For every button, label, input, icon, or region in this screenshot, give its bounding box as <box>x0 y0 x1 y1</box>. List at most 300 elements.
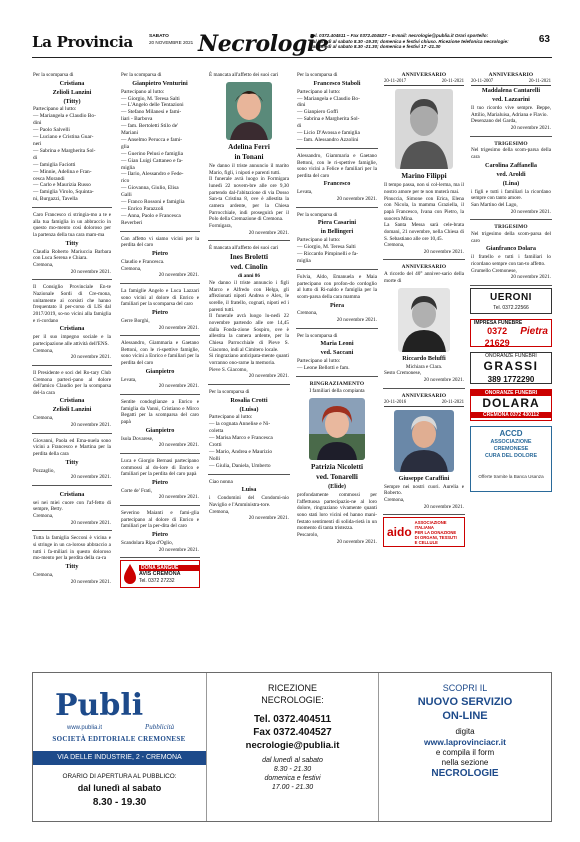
name: Piera Casarini <box>317 219 357 227</box>
anniversary <box>470 222 552 286</box>
name: Piera <box>329 301 345 309</box>
date: 20 novembre 2021. <box>70 268 111 275</box>
body: Sempre nei nostri cuori. Aurelia e Roberto. <box>384 483 464 497</box>
body: Caro Francesco ci stringia-mo a te e alla tua famiglia in un abbraccio in questo mo-mento così doloroso per la partenza della tua cara mam-ma <box>33 212 111 239</box>
org: AVIS CREMONA <box>139 570 181 577</box>
age: di anni 86 <box>238 273 260 280</box>
notice <box>120 508 200 558</box>
name: Gianpietro <box>145 426 175 434</box>
portrait-photo <box>395 89 453 169</box>
notice <box>32 368 112 434</box>
hours-time: 8.30 - 19.30 <box>92 797 147 808</box>
l4: miglia <box>297 257 311 264</box>
aido-logo: aido <box>387 524 412 539</box>
l6: di <box>297 123 302 130</box>
name: Titty <box>65 239 79 247</box>
notice <box>296 210 378 270</box>
l3: — Riccardo Pimpinelli e fa- <box>297 251 359 258</box>
l4: — Paolo Salvelli <box>33 127 70 134</box>
d1: 20-11-2017 <box>384 78 407 84</box>
column-3 <box>208 70 290 528</box>
body: Sentite condoglianze a Enrico e famiglia da Vanni, Cristiano e Mirco Begatti per la scomparsa del caro papà <box>121 399 199 425</box>
accd2: ASSOCIAZIONE <box>490 439 532 446</box>
body: i Condomini del Condomi-nio Naviglio e l'Amministra-tore. <box>209 495 289 508</box>
column-5 <box>383 70 465 552</box>
accd-ad <box>470 426 552 492</box>
l7: Mariani <box>121 130 139 137</box>
place: Cremona, <box>33 347 54 354</box>
date: 20 novembre 2021. <box>248 515 289 522</box>
body: Il Presidente e soci del Ro-tary Club Cremona parteci-pano al dolore dell'amico Claudio per la scomparsa del-la cara <box>33 369 111 396</box>
pietra-tel: 0372 21629 <box>484 326 510 348</box>
place: Gerre Borghi, <box>121 317 150 324</box>
name3: (Elide) <box>328 483 346 491</box>
l5: — Sabrina e Margherita Sol- <box>297 116 360 123</box>
notice <box>296 379 378 549</box>
d1: 20-11-2007 <box>471 78 494 84</box>
date: 20 novembre 2021. <box>336 196 377 203</box>
place: Cremona, <box>384 242 405 249</box>
notice <box>32 210 112 280</box>
l8: — Giulia, Daniela, Umberto <box>209 462 271 469</box>
title: RINGRAZIAMENTO <box>309 381 365 388</box>
place: Cremona, <box>33 513 54 520</box>
date: 20 novembre 2021. <box>70 519 111 526</box>
l1: ASSOCIAZIONE ITALIANA <box>414 519 447 530</box>
sign: Michiara e Clara. <box>405 363 443 370</box>
anniversary <box>383 391 465 516</box>
contacts-3: dal lunedì al sabato 8.30 -21.30; domenica e festivi 17 -21.30 <box>310 44 441 50</box>
deceased-name: Cristiana <box>59 79 85 87</box>
title: ANNIVERSARIO <box>401 72 447 78</box>
ueroni: UERONI <box>490 291 532 303</box>
place: Scandolara Ripa d'Oglio, <box>121 540 174 547</box>
body: Alessandro, Giammaria e Gaetano Bettoni, con le ri-spettive famiglie, sono vicini a Felice e familiari per la perdita del caro <box>297 152 377 179</box>
pietra1: IMPRESA FUNEBRE <box>474 319 523 326</box>
notice <box>32 436 112 486</box>
blood-drop-icon <box>121 562 139 586</box>
l3: ON-LINE <box>442 709 488 722</box>
notice <box>208 477 290 526</box>
l6: — fam. Bertoletti Stilo de' <box>121 123 179 130</box>
date: 20 novembre 2021. <box>336 317 377 324</box>
place: Corte de' Frati, <box>121 487 153 494</box>
l2: — Giorgio, M. Teresa Salti <box>121 95 180 102</box>
bottom-banner <box>32 672 552 822</box>
body2: Pinuccia, Simone con Erica, Elena con Nicola, la mamma Graziella, il papà Francesco, Ivana con Pietro, la suocera Mina. <box>384 195 464 222</box>
body: Il tuo ricordo vive sempre. Beppe, Attilio, Marialuisa, Adriana e Flavio. <box>471 104 551 118</box>
issue-date <box>149 34 193 45</box>
l1: Partecipano al lutto: <box>33 106 77 113</box>
intro: Per la scomparsa di <box>209 388 250 395</box>
grassi1: ONORANZE FUNEBRI <box>485 352 537 359</box>
name: Gianpietro Venturini <box>132 79 188 87</box>
name: Cristiana <box>59 325 85 333</box>
name2: in Bellingeri <box>320 228 354 236</box>
name: Maria Leoni <box>320 340 354 348</box>
place: Levata, <box>297 189 313 196</box>
reception-info <box>207 673 379 821</box>
body: Nel trigesimo della scom-parsa della cara <box>471 147 551 161</box>
body: Alessandro, Giammaria e Gaetano Bettoni, con le ri-spettive famiglie, sono vicini a Enrico e familiari per la perdita del caro <box>121 340 199 367</box>
body: Con affetto vi siamo vicini per la perdita del caro <box>121 235 199 249</box>
contact-info <box>310 33 545 50</box>
dolara1: ONORANZE FUNEBRI <box>471 390 551 396</box>
label: DONA SANGUE <box>139 565 199 571</box>
name: Pietro <box>151 308 169 316</box>
dolara2: DOLARA <box>482 396 540 411</box>
body: Severino Maianti e fami-glia partecipano al dolore di Enrico e familiari per la per-dita del caro <box>121 510 199 530</box>
grassi-tel: 389 1772290 <box>487 374 535 384</box>
intro: Per la scomparsa di <box>297 72 338 78</box>
name2: ved. Saccani <box>320 349 354 357</box>
body: Fulvia, Aldo, Emanuela e Maia partecipano con profon-do cordoglio al lutto di Ri-naldo e famiglia per la scom-parsa della cara mamma <box>297 273 377 300</box>
day: SABATO <box>149 34 169 39</box>
l2: — Leone Bellotti e fam. <box>297 365 350 372</box>
place: Pozzaglio, <box>33 467 55 474</box>
body: profondamente commossi per l'affettuosa partecipazio-ne al loro dolore, ringraziano vivamente quanti sono stati loro vicini ed hanno mani-festato sentimenti di solida-rietà in un momento di tanta tristezza. <box>297 492 377 532</box>
place: Levata, <box>121 376 137 383</box>
name: Gianpietro <box>145 367 175 375</box>
intro: È mancata all'affetto dei suoi cari <box>209 72 279 78</box>
dolara-tel: CREMONA 0372 430112 <box>471 412 551 418</box>
title: TRIGESIMO <box>494 224 528 231</box>
l5: liari - Barbova <box>121 116 153 123</box>
l4: — Stefano Milanesi e fami- <box>121 109 182 116</box>
body: Nel trigesimo della scom-parsa del caro <box>471 231 551 244</box>
date: 20 NOVEMBRE 2021 <box>149 39 194 45</box>
address: VIA DELLE INDUSTRIE, 2 - CREMONA <box>33 751 206 765</box>
l15: — Giovanna, Giulio, Elisa <box>121 185 179 192</box>
l7: — Sabrina e Margherita Sol- <box>33 147 96 154</box>
l9: glia <box>121 143 130 150</box>
d2: 20-11-2021 <box>528 78 551 84</box>
dolara-ad <box>470 389 552 421</box>
l2: — la cognata Annelise e Ni- <box>209 421 271 428</box>
notice <box>296 331 378 377</box>
l2: 8.30 - 21.30 <box>273 765 312 773</box>
website-link[interactable]: www.laprovinciacr.it <box>424 736 506 747</box>
tag: Pubblicità <box>145 723 175 731</box>
intro: Per la scomparsa di <box>33 72 74 78</box>
l14: ni, Burgazzi, Tavella <box>33 196 78 203</box>
notice <box>120 70 200 232</box>
body: La famiglie Angelo e Luca Lazzari sono vicini al dolore di Enrico e familiari per la scomparsa del caro <box>121 287 199 308</box>
date: 20 novembre 2021. <box>158 442 199 449</box>
name2: Zelioli Lanzini <box>52 406 92 414</box>
l3: — L'Angelo delle Tentazioni <box>121 102 184 109</box>
l10: — Guerino Pelusi e famiglia <box>121 150 183 157</box>
date: 20 novembre 2021. <box>158 494 199 501</box>
place: Isola Dovarese, <box>121 435 154 442</box>
body: sei nei miei cuore con l'af-fetto di sempre, Betty. <box>33 499 111 513</box>
intro: Per la scomparsa di <box>121 72 162 78</box>
sign: Claudio e Francesca. <box>121 258 165 265</box>
ueroni-ad <box>470 288 552 314</box>
l12: miglia <box>121 164 135 171</box>
date: 20 novembre 2021. <box>158 546 199 553</box>
anniversary <box>383 262 465 388</box>
l8: — fam. Alessandro Azzolini <box>297 136 359 143</box>
place: Cremona, <box>121 265 142 272</box>
place: Pescarolo, <box>297 531 319 538</box>
portrait-photo <box>226 82 272 140</box>
notice <box>208 243 290 385</box>
notice <box>32 488 112 532</box>
name: Adelina Ferri <box>228 142 270 151</box>
body: Ne danno il triste annuncio il marito Mario, figli, i nipoti e parenti tutti. <box>209 163 289 176</box>
name3: (Lina) <box>502 179 520 187</box>
avis-ad <box>120 560 200 588</box>
masthead <box>32 30 552 58</box>
title: ANNIVERSARIO <box>401 392 447 399</box>
l8: di <box>33 154 38 161</box>
grassi2: GRASSI <box>483 359 539 374</box>
d1: 20-11-2016 <box>384 399 407 405</box>
l1: Partecipano al lutto: <box>121 88 165 95</box>
date: 20 novembre 2021. <box>510 208 551 215</box>
place: San Martino del Lago, <box>471 201 518 208</box>
name3: (Titty) <box>63 97 81 105</box>
notice <box>32 70 112 208</box>
sign: Claudia Roberto Mariuccia Barbara con Luca Serena e Chiara. <box>33 248 111 262</box>
l2: — Mariangela e Claudio Bo- <box>33 113 96 120</box>
l4: 17.00 - 21.30 <box>271 783 314 791</box>
l3: domenica e festivi <box>264 774 321 782</box>
l2: — Mariangela e Claudio Bo- <box>297 95 360 102</box>
body: Luca e Giorgio Bernasi partecipano commossi al do-lore di Enrico e familiari per la perdita del caro papà <box>121 457 199 478</box>
name: Pietro <box>151 250 169 258</box>
notice <box>208 70 290 241</box>
anniversary <box>383 70 465 260</box>
date: 20 novembre 2021. <box>70 578 111 585</box>
name: Gianfranco Dolara <box>485 245 536 253</box>
l10: — Minnie, Adelina e Fran- <box>33 168 92 175</box>
l13: — famiglia Virolo, Squinta- <box>33 189 94 196</box>
l7: Nolli <box>209 455 221 462</box>
name: Titty <box>65 458 79 466</box>
online-service-ad <box>379 673 551 821</box>
portrait-photo <box>394 410 454 472</box>
l3: dini <box>297 102 306 109</box>
name: Titty <box>65 563 79 571</box>
date: 20 novembre 2021. <box>158 272 199 279</box>
notice <box>296 70 378 149</box>
notice <box>32 282 112 366</box>
name: Luisa <box>241 486 257 494</box>
place: Cremona, <box>33 572 54 578</box>
name: Cristiana <box>59 490 85 498</box>
l16: Galli <box>121 192 132 199</box>
notice <box>120 456 200 506</box>
l9: — famiglia Faciotti <box>33 161 76 168</box>
hours-days: dal lunedì al sabato <box>77 783 162 793</box>
name: Marino Filippi <box>401 172 447 181</box>
name: Francesco <box>323 180 351 188</box>
l4: — Marisa Marco e Francesca <box>209 435 273 442</box>
l6: neri <box>33 141 42 147</box>
l4: — Gianpiero Goffi <box>297 109 339 116</box>
newspaper-title: La Provincia <box>32 33 133 51</box>
title: ANNIVERSARIO <box>488 72 534 78</box>
name: Pietro <box>151 478 169 486</box>
company: SOCIETÀ EDITORIALE CREMONESE <box>52 735 186 743</box>
publia-ad <box>33 673 207 821</box>
notice <box>32 533 112 589</box>
l20: Reverberi <box>121 219 143 226</box>
notice <box>296 272 378 329</box>
accd5: Offerte tramite la Banca Usanza <box>478 473 544 479</box>
l11: cesca Morandi <box>33 175 65 182</box>
d2: 20-11-2021 <box>441 399 464 405</box>
place: Cremona, <box>33 415 54 422</box>
notice <box>120 286 200 336</box>
name: Rosalia Crotti <box>230 396 268 404</box>
column-2 <box>120 70 200 593</box>
name: Carolina Zaffanella <box>485 161 537 169</box>
pietra-ad <box>470 319 552 347</box>
date: 20 novembre 2021. <box>510 124 551 131</box>
body2: Il funerale avrà luogo lu-nedì 22 novembre partendo alle ore 14,45 dalla Fonda-zione Sospiro, ove è allestita la camera ardente, per la Chiesa Parrocchiale di Pieve S. Giacomo, indi al Cimitero locale. <box>209 313 289 353</box>
notice <box>120 338 200 395</box>
d2: 20-11-2021 <box>441 78 464 84</box>
pietra2: Pietra <box>520 326 548 338</box>
l2: — Giorgio, M. Teresa Salti <box>297 244 356 251</box>
body2: Il funerale avrà luogo in Formigara lunedì 22 novem-bre alle ore 9,30 partendo dal-l'abitazione di via Dosso San-ta Cristina 8, ove è allestita la camera ardente, per la Chiesa Parrocchiale, indi proseguirà per il Polo della Cremazione di Cremona. <box>209 176 289 223</box>
anniversary <box>470 70 552 137</box>
l1: Partecipano al lutto: <box>297 358 341 365</box>
name2: in Tonani <box>234 152 264 161</box>
date: 20 novembre 2021. <box>423 248 464 255</box>
l8: NECROLOGIE <box>431 768 499 780</box>
name: Ines Broletti <box>230 252 268 261</box>
l14: rico <box>121 178 130 185</box>
l3: DI ORGANI, TESSUTI <box>414 534 457 540</box>
date: 20 novembre 2021. <box>510 274 551 281</box>
date: 20 novembre 2021. <box>158 383 199 390</box>
name: Cristiana <box>59 397 85 405</box>
phone-number: Tel. 0372.404511 <box>253 714 332 726</box>
body: Tutta la famiglia Secconi è vicina e si stringe in un ca-loroso abbraccio a tutti i fa-miliari in questo doloroso mo-mento per la perdita della ca-ra <box>33 535 111 562</box>
place: Cremona, <box>33 262 54 269</box>
l6: e compila il form <box>435 747 495 757</box>
title: TRIGESIMO <box>494 140 528 147</box>
l1: SCOPRI IL <box>442 683 488 693</box>
l3: coletta <box>209 428 224 435</box>
place: Grumello Cremonese, <box>471 267 517 274</box>
name2: ved. Lazzarini <box>492 95 530 103</box>
column-1 <box>32 70 112 591</box>
contacts-2: dal lunedì al sabato 8.30 -19.30; domenica e festivi chiuso. Ricezione telefonica necrologie: <box>310 38 509 44</box>
column-6 <box>470 70 552 497</box>
l8: — Anselmo Perucca e fami- <box>121 136 183 143</box>
body2: il fratello e tutti i familiari lo ricordano sempre con tan-to affetto. <box>471 254 551 267</box>
name: Maddalena Cantarelli <box>481 87 541 95</box>
date: 20 novembre 2021. <box>248 229 289 236</box>
l4: digita <box>455 726 475 736</box>
aido-ad <box>383 517 465 547</box>
date: 20 novembre 2021. <box>423 503 464 510</box>
body3: La Santa Messa sarà cele-brata domani, 21 novembre, nella Chiesa di S. Sebastiano alle ore 10,45. <box>384 222 464 242</box>
place: Cremona, <box>209 508 230 515</box>
title: ANNIVERSARIO <box>401 264 447 271</box>
date: 20 novembre 2021. <box>423 376 464 383</box>
date: 20 novembre 2021. <box>70 474 111 481</box>
date: 20 novembre 2021. <box>70 354 111 361</box>
name2: (Luisa) <box>239 405 259 413</box>
name2: Zelioli Lanzini <box>52 88 92 96</box>
l2: PER LA DONAZIONE <box>414 529 457 535</box>
intro: Ciao nonna <box>209 478 233 485</box>
hours-label: ORARIO DI APERTURA AL PUBBLICO: <box>62 773 177 780</box>
l4: E CELLULE <box>414 539 438 545</box>
name: Francesco Staboli <box>313 79 361 87</box>
portrait-photo <box>398 288 450 352</box>
name: Pietro <box>151 531 169 539</box>
l1: Partecipano al lutto: <box>297 237 341 244</box>
l17: — Franco Rossoni e famiglia <box>121 199 185 206</box>
intro: Per la scomparsa di <box>297 332 338 339</box>
accd1: ACCD <box>499 428 523 438</box>
tel: Tel. 0372 27232 <box>139 577 175 584</box>
l1: Partecipano al lutto: <box>209 414 253 421</box>
notice <box>296 151 378 208</box>
accd3: CREMONESE <box>493 446 529 453</box>
body: A ricordo del 40° anniver-sario della morte di <box>384 271 464 285</box>
l19: — Anna, Paolo e Francesca <box>121 212 181 219</box>
l13: — Ilario, Alessandro e Fede- <box>121 171 184 178</box>
l1: dal lunedì al sabato <box>262 756 323 764</box>
notice <box>120 234 200 284</box>
body: Il tempo passa, non si col-lerma, ma il nostro amore per te non muterà mai. <box>384 182 464 195</box>
body2: i figli e tutti i familiari la ricordano sempre con tanto amore. <box>471 188 551 202</box>
l1: Partecipano al lutto: <box>297 88 341 95</box>
intro: I familiari della compianta <box>309 388 365 394</box>
email-link[interactable]: necrologie@publia.it <box>245 739 340 751</box>
portrait-photo <box>309 398 365 460</box>
title1: RICEZIONE <box>267 683 317 693</box>
name2: ved. Tonarelli <box>316 472 358 481</box>
place: Pieve S. Giacomo, <box>209 366 248 373</box>
date: 20 novembre 2021. <box>70 422 111 428</box>
column-4 <box>296 70 378 551</box>
body: Giovanni, Paola ed Ema-nuela sono vicini a Francesco e Martina per la perdita della cara <box>33 437 111 457</box>
place: Desenzano del Garda, <box>471 118 517 125</box>
title2: NECROLOGIE: <box>261 694 324 705</box>
fax-number: Fax 0372.404527 <box>253 726 332 738</box>
date: 20 novembre 2021. <box>158 324 199 331</box>
intro: È mancata all'affetto dei suoi cari <box>209 245 279 252</box>
l3: dini <box>33 120 42 127</box>
body3: Si ringraziano anticipata-mente quanti vorranno ono-rarne la memoria. <box>209 353 289 366</box>
name2: ved. Cinolin <box>230 263 268 272</box>
grassi-ad <box>470 352 552 384</box>
ueroni-tel: Tel. 0372.22566 <box>493 304 529 311</box>
l5: — Luciano e Cristina Guar- <box>33 134 94 141</box>
l18: — Enrico Parazzoli <box>121 206 164 212</box>
l2: NUOVO SERVIZIO <box>417 695 513 708</box>
l11: — Gian Luigi Cattaneo e fa- <box>121 157 183 164</box>
name: Patrizia Nicoletti <box>310 462 364 471</box>
contacts-1: Tel. 0372.404511 – Fax 0372.404527 – E-mail: necrologie@publia.it Orari sportello: <box>310 33 489 38</box>
accd4: CURA DEL DOLORE <box>484 453 538 460</box>
name: Riccardo Beluffi <box>402 354 446 362</box>
notice <box>120 397 200 454</box>
l7: nella sezione <box>441 758 489 768</box>
anniversary <box>470 139 552 221</box>
l7: — Licio D'Avossa e famiglia <box>297 130 360 137</box>
l5: Crotti <box>209 442 222 449</box>
